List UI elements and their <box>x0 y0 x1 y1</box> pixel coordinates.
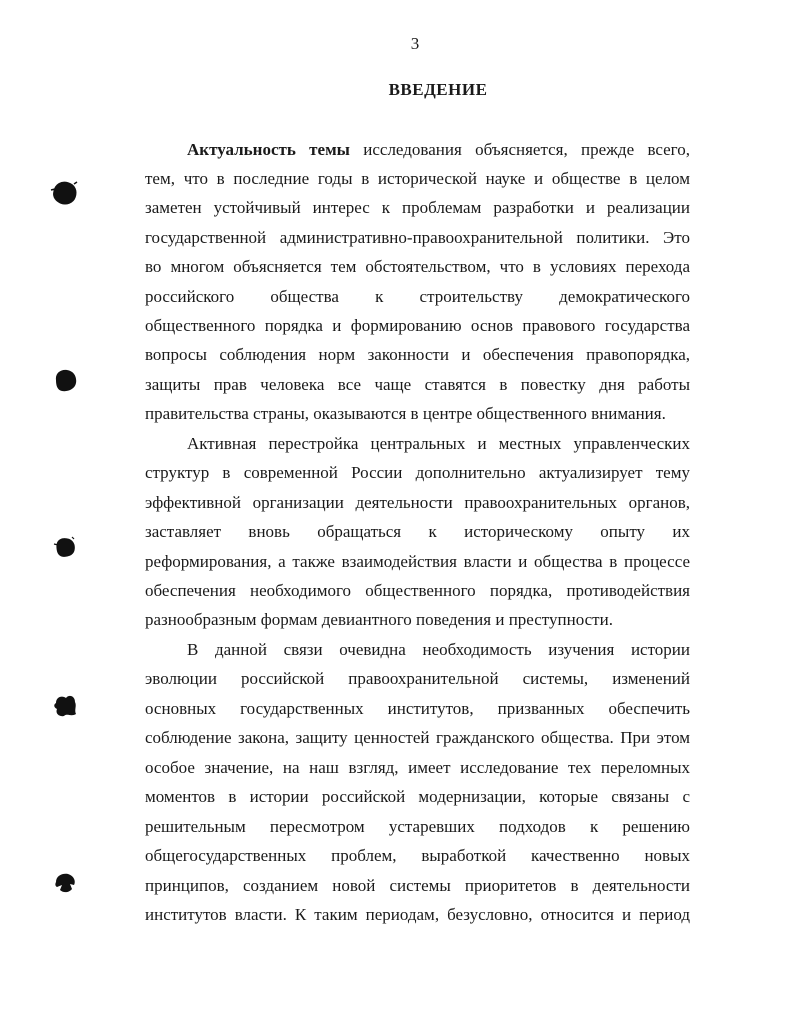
text-line: правительства страны, оказываются в центре общественного внимания. <box>145 404 666 423</box>
text-line <box>187 140 690 160</box>
text-line-part: исследования объясняется, прежде всего, <box>349 140 690 159</box>
text-line: вопросы соблюдения норм законности и обеспечения правопорядка, <box>145 345 690 364</box>
text-line: тем, что в последние годы в исторической науке и обществе в целом <box>145 169 690 188</box>
text-line: эволюции российской правоохранительной системы, изменений <box>145 669 690 688</box>
text-line: разнообразным формам девиантного поведения и преступности. <box>145 610 613 629</box>
text-line: решительным пересмотром устаревших подходов к решению <box>145 817 690 836</box>
text-line: российского общества к строительству демократического <box>145 287 690 306</box>
text-line: во многом объясняется тем обстоятельством, что в условиях перехода <box>145 257 690 276</box>
text-line: принципов, созданием новой системы приоритетов в деятельности <box>145 876 690 895</box>
text-line: В данной связи очевидна необходимость изучения истории <box>187 640 690 659</box>
text-line: заставляет вновь обращаться к историческому опыту их <box>145 522 690 541</box>
text-line: институтов власти. К таким периодам, безусловно, относится и период <box>145 905 690 924</box>
bold-lead: Актуальность темы <box>187 140 350 159</box>
punch-hole-mark <box>50 690 80 720</box>
text-line: основных государственных институтов, призванных обеспечить <box>145 699 690 718</box>
text-line: защиты прав человека все чаще ставятся в повестку дня работы <box>145 375 690 394</box>
text-line: особое значение, на наш взгляд, имеет исследование тех переломных <box>145 758 690 777</box>
text-line: общегосударственных проблем, выработкой качественно новых <box>145 846 690 865</box>
text-line: обеспечения необходимого общественного порядка, противодействия <box>145 581 690 600</box>
text-line: моментов в истории российской модернизации, которые связаны с <box>145 787 690 806</box>
punch-hole-mark <box>50 868 80 898</box>
text-line: реформирования, а также взаимодействия власти и общества в процессе <box>145 552 690 571</box>
text-line: заметен устойчивый интерес к проблемам разработки и реализации <box>145 198 690 217</box>
punch-hole-mark <box>50 532 80 562</box>
punch-hole-mark <box>50 178 80 208</box>
text-line: структур в современной России дополнительно актуализирует тему <box>145 463 690 482</box>
section-title: ВВЕДЕНИЕ <box>388 80 488 99</box>
text-line: соблюдение закона, защиту ценностей гражданского общества. При этом <box>145 728 690 747</box>
page-number: 3 <box>410 34 420 53</box>
punch-hole-mark <box>50 365 80 395</box>
text-line: Активная перестройка центральных и местных управленческих <box>187 434 690 453</box>
text-line: эффективной организации деятельности правоохранительных органов, <box>145 493 690 512</box>
text-line: государственной административно-правоохранительной политики. Это <box>145 228 690 247</box>
text-line: общественного порядка и формированию основ правового государства <box>145 316 690 335</box>
